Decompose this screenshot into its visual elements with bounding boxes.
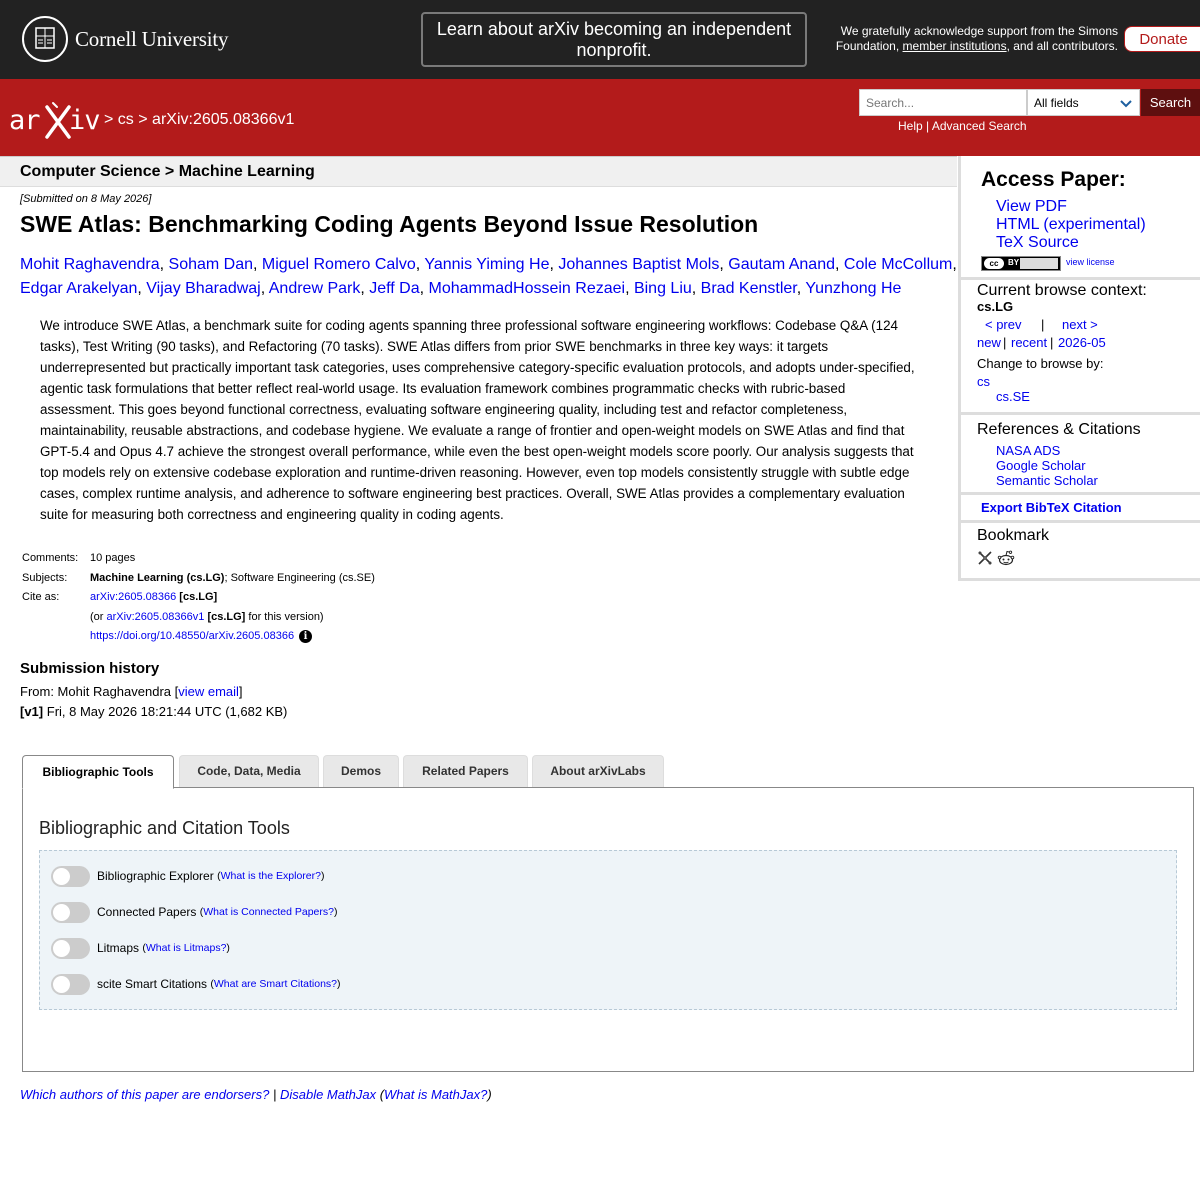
tool-row-scite bbox=[51, 973, 341, 995]
link-separator: | bbox=[1050, 335, 1054, 350]
cornell-logo-link[interactable] bbox=[22, 16, 228, 62]
author-link[interactable]: Jeff Da bbox=[369, 280, 420, 297]
breadcrumb-separator: > bbox=[104, 111, 114, 128]
top-banner bbox=[0, 0, 1200, 79]
abstract-text: We introduce SWE Atlas, a benchmark suite for coding agents spanning three professional software engineering workflows: Codebase Q&A (124 tasks), Test Writing (90 tasks), and Refactoring (70 tasks). SWE Atlas differs from prior SWE benchmarks in three key ways: it targets underrepresented but practically important task categories, uses comprehensive category-specific evaluation protocols, and adopts under-specified, agentic task formulations that better reflect real-world usage. Its evaluation framework combines programmatic checks with rubric-based assessment. This goes beyond functional correctness, evaluating software engineering quality, including test and refactor completeness, maintainability, reusable abstractions, and codebase hygiene. We evaluate a range of frontier and open-weight models on SWE Atlas and find that GPT-5.4 and Opus 4.7 achieve the strongest overall performance, while even the best open-weight models score poorly. Our analysis suggests that top models rely on extensive codebase exploration and runtime-driven reasoning. However, even top models consistently struggle with subtle edge cases, complex runtime analysis, and adherence to software engineering best practices. Overall, SWE Atlas provides a complementary evaluation suite for measuring both correctness and engineering quality in coding agents. bbox=[40, 318, 915, 522]
version-id-link[interactable]: arXiv:2605.08366v1 bbox=[106, 610, 205, 623]
what-is-mathjax-link[interactable]: What is MathJax? bbox=[384, 1087, 488, 1102]
donate-button[interactable]: Donate bbox=[1124, 26, 1200, 52]
recent-link[interactable]: recent bbox=[1011, 335, 1048, 350]
paren: ( bbox=[379, 1087, 385, 1102]
comments-label: Comments: bbox=[22, 552, 79, 564]
browse-category: cs.LG bbox=[977, 299, 1014, 314]
secondary-subject: ; Software Engineering (cs.SE) bbox=[224, 571, 375, 584]
submission-history-title: Submission history bbox=[20, 660, 160, 677]
info-icon[interactable]: i bbox=[299, 630, 312, 643]
tools-title: Bibliographic and Citation Tools bbox=[39, 818, 290, 838]
litmaps-toggle[interactable] bbox=[51, 938, 90, 959]
html-experimental-link[interactable]: HTML (experimental) bbox=[996, 216, 1146, 233]
version-category: [cs.LG] bbox=[207, 610, 246, 623]
references-title: References & Citations bbox=[977, 421, 1141, 438]
link-separator: | bbox=[272, 1087, 277, 1102]
footer-links bbox=[20, 1087, 492, 1102]
tool-help-link[interactable]: What is the Explorer? bbox=[220, 870, 321, 882]
comments-value: 10 pages bbox=[90, 552, 136, 564]
tool-row-bibliographic-explorer bbox=[51, 865, 324, 887]
cc-label: cc bbox=[984, 258, 1004, 269]
author-link[interactable]: Gautam Anand bbox=[728, 256, 835, 273]
author-link[interactable]: Mohit Raghavendra bbox=[20, 256, 160, 273]
cc-license-icon[interactable] bbox=[981, 256, 1061, 271]
bibsonomy-icon[interactable] bbox=[977, 550, 993, 566]
view-email-link[interactable]: view email bbox=[178, 684, 239, 699]
paren: ) bbox=[337, 978, 341, 990]
paren: ) bbox=[487, 1087, 492, 1102]
category-header bbox=[0, 156, 957, 187]
paren: ( bbox=[217, 870, 221, 882]
tab-related-papers[interactable]: Related Papers bbox=[403, 755, 528, 788]
tools-list bbox=[39, 850, 1177, 1010]
tab-panel bbox=[22, 787, 1194, 1072]
paper-metadata bbox=[22, 549, 622, 647]
support-prefix: We gratefully acknowledge support from the Simons Foundation, bbox=[835, 24, 1118, 53]
primary-subject: Machine Learning (cs.LG) bbox=[90, 571, 225, 584]
by-label: BY bbox=[1008, 258, 1020, 267]
submitter-text: From: Mohit Raghavendra [ bbox=[20, 684, 179, 699]
sidebar bbox=[958, 156, 1200, 581]
breadcrumb-paper-id: arXiv:2605.08366v1 bbox=[152, 111, 295, 128]
search-input[interactable]: Search... bbox=[859, 89, 1027, 116]
tab-about-arxivlabs[interactable]: About arXivLabs bbox=[532, 755, 664, 788]
tool-help-link[interactable]: What is Litmaps? bbox=[145, 942, 227, 954]
tool-label: Litmaps bbox=[97, 941, 140, 955]
tool-row-litmaps bbox=[51, 937, 230, 959]
author-link[interactable]: Cole McCollum bbox=[843, 256, 953, 273]
doi-link[interactable]: https://doi.org/10.48550/arXiv.2605.08366 bbox=[90, 630, 295, 642]
author-link[interactable]: Brad Kenstler bbox=[700, 280, 797, 297]
breadcrumb-cs[interactable]: cs bbox=[117, 111, 134, 128]
support-acknowledgement bbox=[818, 24, 1118, 53]
access-paper-title: Access Paper: bbox=[981, 168, 1126, 191]
cite-label: Cite as: bbox=[22, 591, 60, 603]
paren: ( bbox=[142, 942, 146, 954]
author-list: Mohit Raghavendra, Soham Dan, Miguel Romero Calvo, Yannis Yiming He, Johannes Baptist Mols, Gautam Anand, Cole McCollum, Edgar Arakelyan, Vijay Bharadwaj, Andrew Park, Jeff Da, MohammadHossein Rezaei, Bing Liu, Brad Kenstler, Yunzhong He bbox=[20, 256, 957, 297]
version-label[interactable]: [v1] bbox=[20, 704, 44, 719]
disable-mathjax-link[interactable]: Disable MathJax bbox=[279, 1087, 377, 1102]
connected-papers-toggle[interactable] bbox=[51, 902, 90, 923]
bibliographic-explorer-toggle[interactable] bbox=[51, 866, 90, 887]
author-link[interactable]: MohammadHossein Rezaei bbox=[428, 280, 626, 297]
google-scholar-link[interactable]: Google Scholar bbox=[996, 458, 1086, 473]
submitter-suffix: ] bbox=[238, 684, 243, 699]
paren: ( bbox=[210, 978, 214, 990]
tool-row-connected-papers bbox=[51, 901, 338, 923]
author-link[interactable]: Edgar Arakelyan bbox=[20, 280, 138, 297]
member-institutions-link[interactable]: member institutions bbox=[902, 38, 1007, 53]
link-separator: | bbox=[1003, 335, 1007, 350]
semantic-scholar-link[interactable]: Semantic Scholar bbox=[996, 473, 1098, 488]
tool-label: Bibliographic Explorer bbox=[97, 869, 214, 883]
category-title: Computer Science > Machine Learning bbox=[20, 163, 315, 180]
paren: ) bbox=[320, 870, 325, 882]
chevron-down-icon bbox=[1120, 97, 1132, 109]
cite-id-link[interactable]: arXiv:2605.08366 bbox=[90, 591, 177, 603]
bookmark-title: Bookmark bbox=[977, 527, 1050, 544]
browse-context-title: Current browse context: bbox=[977, 282, 1147, 299]
month-link[interactable]: 2026-05 bbox=[1058, 335, 1106, 350]
browse-cs-link[interactable]: cs bbox=[977, 374, 990, 389]
scite-toggle[interactable] bbox=[51, 974, 90, 995]
arxiv-logo-icon bbox=[9, 101, 101, 141]
tex-source-link[interactable]: TeX Source bbox=[996, 234, 1079, 251]
arxiv-logo-link[interactable] bbox=[9, 101, 101, 141]
author-link[interactable]: Vijay Bharadwaj bbox=[146, 280, 261, 297]
author-link[interactable]: Johannes Baptist Mols bbox=[558, 256, 720, 273]
tool-help-link[interactable]: What are Smart Citations? bbox=[213, 978, 338, 990]
tool-label: Connected Papers bbox=[97, 905, 197, 919]
paren: ( bbox=[199, 906, 204, 918]
author-link[interactable]: Miguel Romero Calvo bbox=[261, 256, 416, 273]
browse-cs-se-link[interactable]: cs.SE bbox=[996, 389, 1030, 404]
cite-category: [cs.LG] bbox=[179, 591, 218, 603]
next-link[interactable]: next > bbox=[1062, 317, 1098, 332]
breadcrumb-separator: > bbox=[138, 111, 148, 128]
version-date: Fri, 8 May 2026 18:21:44 UTC (1,682 KB) bbox=[46, 704, 288, 719]
support-suffix: , and all contributors. bbox=[1006, 38, 1118, 53]
author-link[interactable]: Andrew Park bbox=[268, 280, 361, 297]
cornell-university-name: Cornell University bbox=[75, 26, 229, 51]
reddit-icon[interactable] bbox=[997, 550, 1015, 566]
version-entry bbox=[20, 704, 287, 719]
svg-text:ar: ar bbox=[9, 105, 40, 136]
author-link[interactable]: Yannis Yiming He bbox=[424, 256, 550, 273]
tab-code-data-media[interactable]: Code, Data, Media bbox=[179, 755, 319, 788]
view-license-link[interactable]: view license bbox=[1066, 257, 1115, 267]
breadcrumb bbox=[104, 111, 294, 129]
submission-from bbox=[20, 684, 243, 699]
author-link[interactable]: Soham Dan bbox=[168, 256, 254, 273]
version-prefix: (or bbox=[90, 610, 104, 623]
cornell-seal-icon bbox=[22, 16, 68, 62]
submission-date: [Submitted on 8 May 2026] bbox=[20, 193, 152, 205]
tool-help-link[interactable]: What is Connected Papers? bbox=[203, 906, 334, 918]
author-link[interactable]: Bing Liu bbox=[633, 280, 692, 297]
search-button[interactable]: Search bbox=[1141, 89, 1200, 116]
subjects-label: Subjects: bbox=[22, 571, 68, 584]
link-separator: | bbox=[1041, 317, 1045, 332]
advanced-search-link[interactable]: Advanced Search bbox=[931, 119, 1027, 133]
link-separator: | bbox=[926, 119, 930, 133]
page-title: SWE Atlas: Benchmarking Coding Agents Beyond Issue Resolution bbox=[20, 211, 759, 237]
export-bibtex-link[interactable]: Export BibTeX Citation bbox=[981, 500, 1122, 515]
search-field-select[interactable] bbox=[1027, 89, 1140, 116]
endorsers-link[interactable]: Which authors of this paper are endorsers? bbox=[20, 1087, 270, 1102]
tab-demos[interactable]: Demos bbox=[323, 755, 399, 788]
tab-bibliographic-tools[interactable]: Bibliographic Tools bbox=[22, 755, 174, 789]
bookmark-icons bbox=[977, 550, 1015, 566]
paren: ) bbox=[226, 942, 230, 954]
help-link[interactable]: Help bbox=[898, 119, 923, 133]
svg-text:iv: iv bbox=[69, 105, 100, 136]
paren: ) bbox=[334, 906, 338, 918]
search-help-links bbox=[898, 119, 1027, 133]
prev-link[interactable]: < prev bbox=[985, 317, 1022, 332]
version-suffix: for this version) bbox=[248, 610, 324, 623]
change-browse-label: Change to browse by: bbox=[977, 356, 1104, 371]
nonprofit-announcement-link[interactable]: Learn about arXiv becoming an independent nonprofit. bbox=[421, 12, 807, 67]
nasa-ads-link[interactable]: NASA ADS bbox=[996, 443, 1061, 458]
view-pdf-link[interactable]: View PDF bbox=[996, 198, 1067, 215]
author-link[interactable]: Yunzhong He bbox=[805, 280, 902, 297]
tool-label: scite Smart Citations bbox=[97, 977, 208, 991]
new-link[interactable]: new bbox=[977, 335, 1001, 350]
search-field-value: All fields bbox=[1034, 96, 1079, 110]
arxiv-header bbox=[0, 79, 1200, 156]
